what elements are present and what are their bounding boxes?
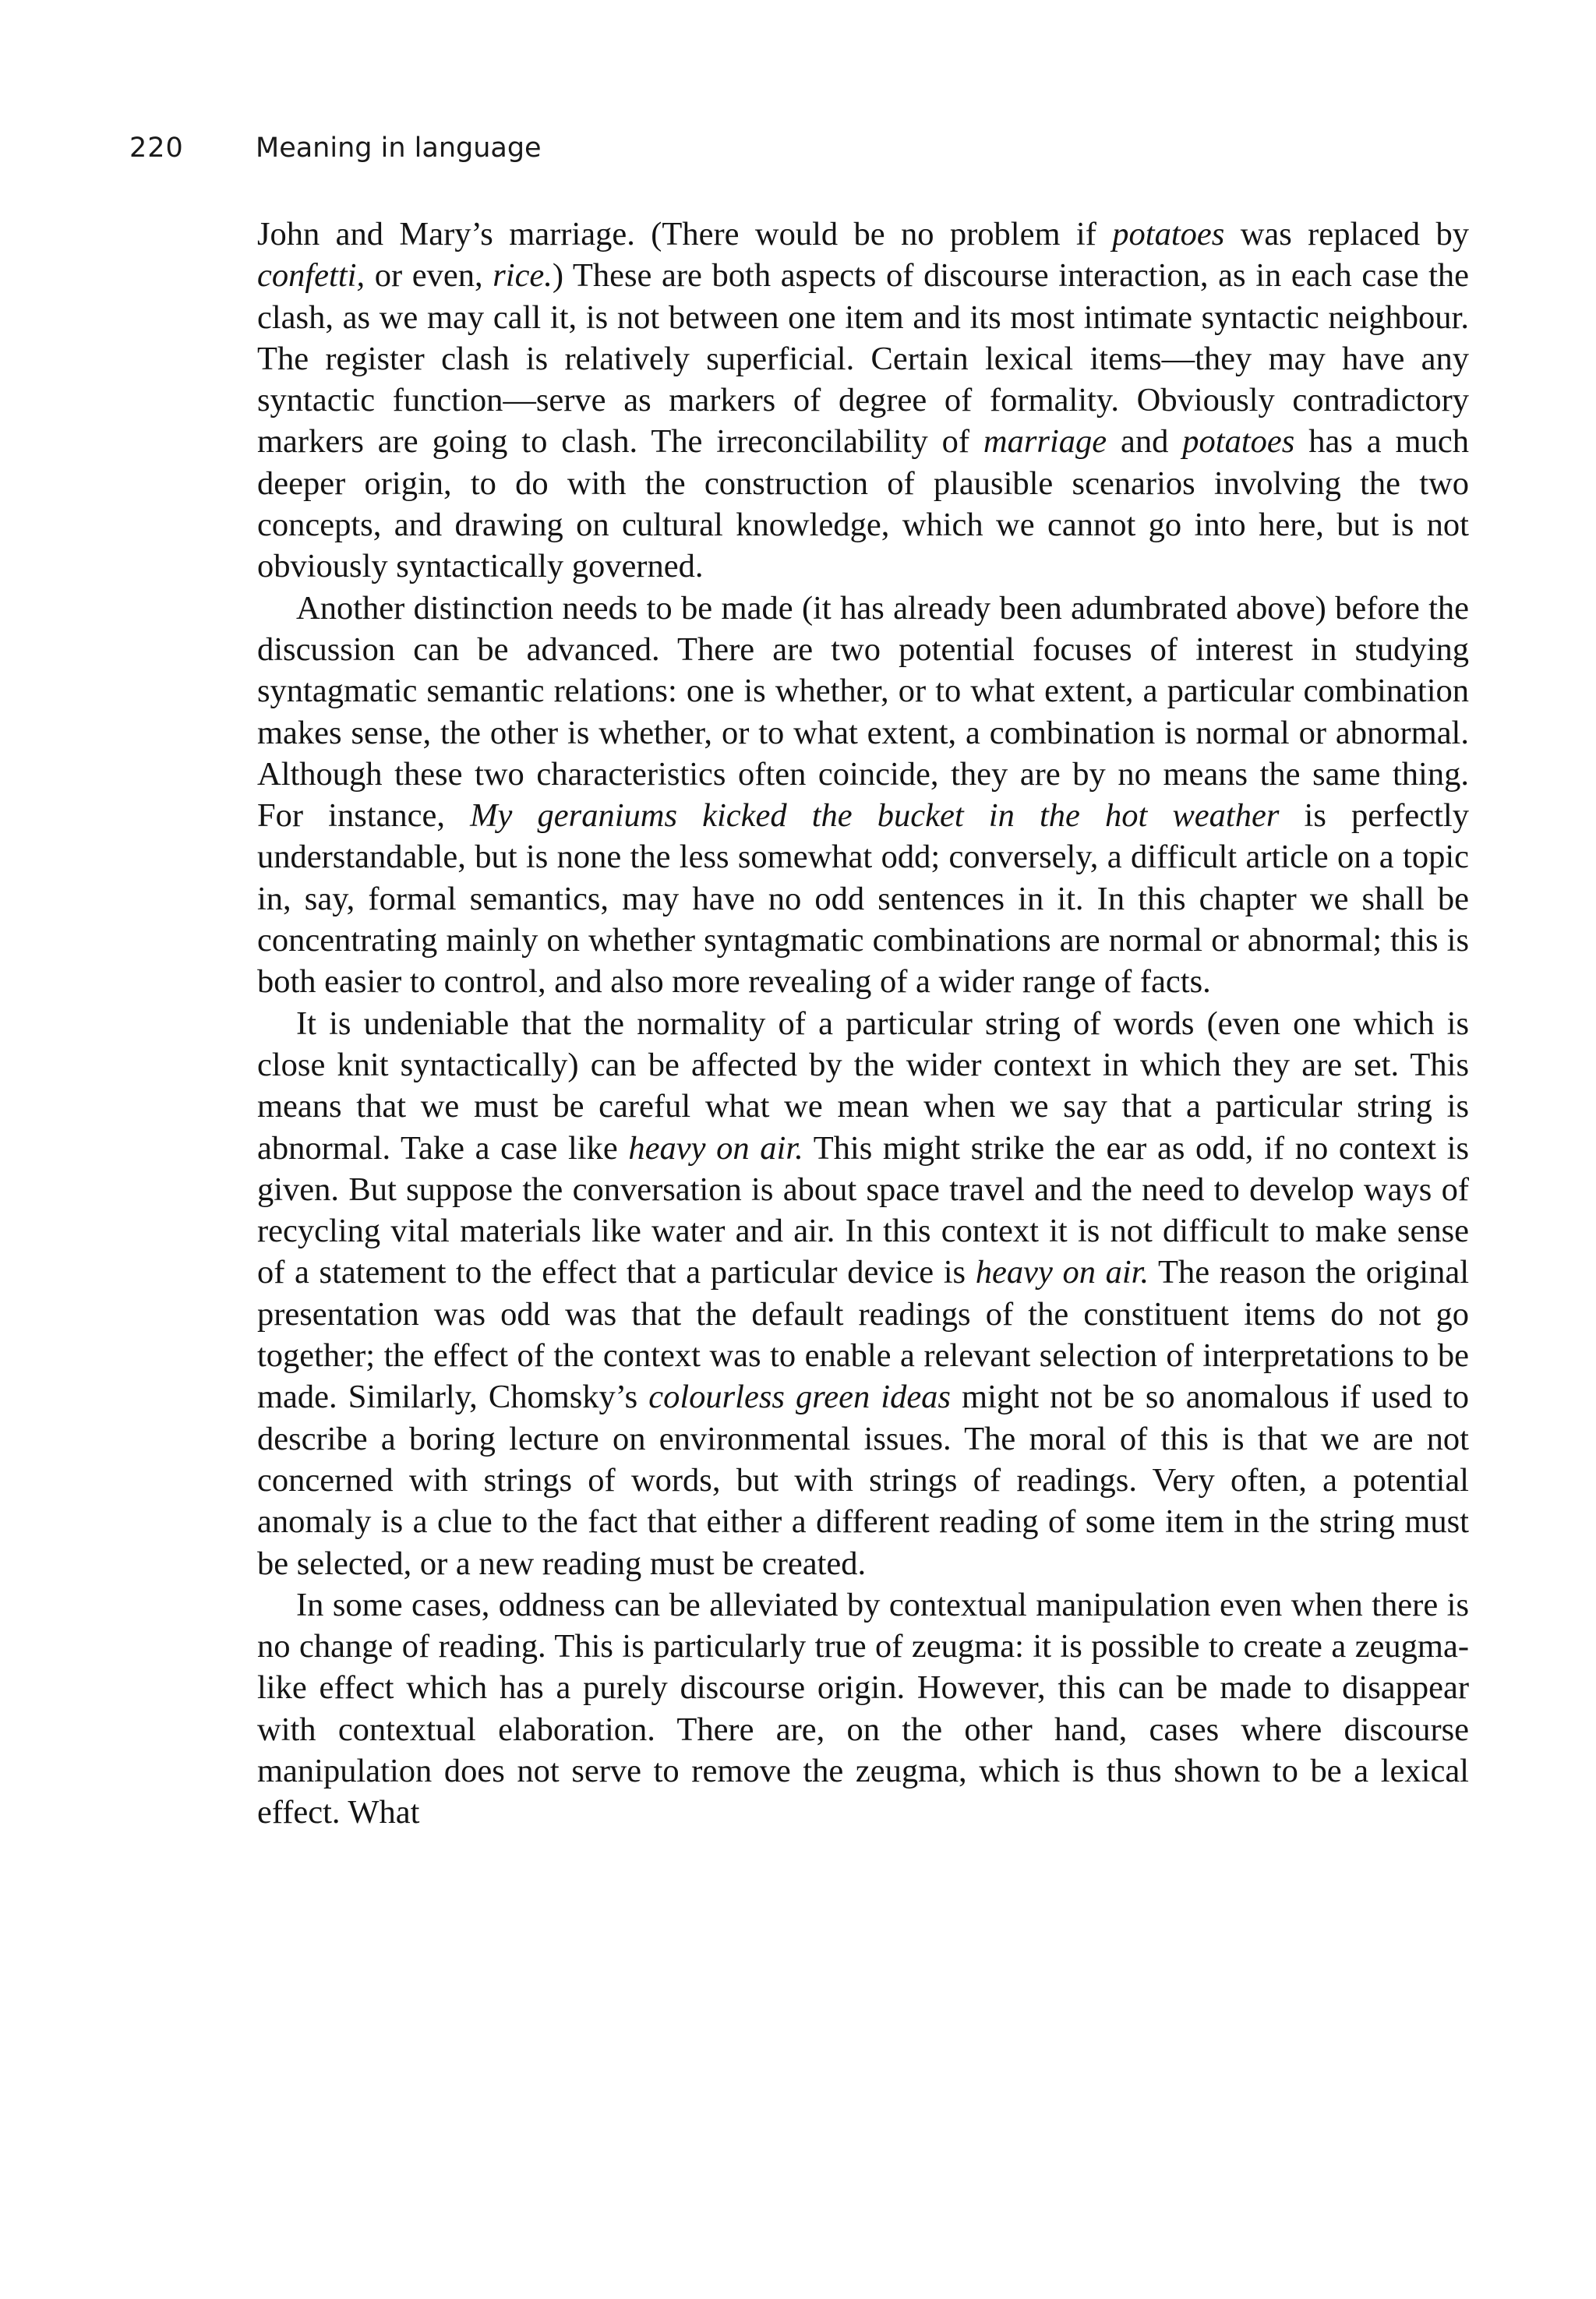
text-segment-italic: confetti, xyxy=(257,257,365,295)
paragraph-zeugma xyxy=(257,1584,1469,1834)
text-segment: was replaced by xyxy=(1224,216,1469,253)
paragraph-continuation xyxy=(257,214,1469,588)
paragraph-normality xyxy=(257,1003,1469,1584)
text-segment: might not be so anomalous if used to describe a boring lecture on environmental issues. The moral of this is that we are not concerned with strings of words, but with strings of readings. Very often, a potential anomaly is a clue to the fact that either a different reading of some item in the string must be selected, or a new reading must be created. xyxy=(257,1379,1469,1582)
text-segment: It is undeniable that the normality of a particular string of words (even one which is close knit syntactically) can be affected by the wider context in which they are set. This means that we must be careful what we mean when we say that a particular string is abnormal. Take a case like xyxy=(257,1005,1469,1167)
text-segment-italic: heavy on air. xyxy=(975,1254,1149,1291)
running-title: Meaning in language xyxy=(256,132,542,164)
text-segment: is perfectly understandable, but is none the less somewhat odd; conversely, a difficult article on a topic in, say, formal semantics, may have no odd sentences in it. In this chapter we shall be concentrating mainly on whether syntagmatic combinations are normal or abnormal; this is both easier to control, and also more revealing of a wider range of facts. xyxy=(257,797,1469,1001)
text-segment: In some cases, oddness can be alleviated by contextual manipulation even when there is no change of reading. This is particularly true of zeugma: it is possible to create a zeugma-like effect which has a purely discourse origin. However, this can be made to disappear with contextual elaboration. There are, on the other hand, cases where discourse manipulation does not serve to remove the zeugma, which is thus shown to be a lexical effect. What xyxy=(257,1586,1469,1831)
text-segment-italic: potatoes xyxy=(1182,423,1295,461)
text-segment: This might strike the ear as odd, if no context is given. But suppose the conversation is about space travel and the need to develop ways of recycling vital materials like water and air. In this context it is not difficult to make sense of a statement to the effect that a particular device is xyxy=(257,1129,1469,1291)
text-segment-italic: heavy on air. xyxy=(628,1129,803,1167)
body-text xyxy=(257,214,1469,1834)
text-segment: John and Mary’s marriage. (There would be no problem if xyxy=(257,216,1113,253)
running-head xyxy=(129,126,542,170)
page-number: 220 xyxy=(129,132,184,164)
text-segment: or even, xyxy=(365,257,493,295)
text-segment: has a much deeper origin, to do with the construction of plausible scenarios involving the two concepts, and drawing on cultural knowledge, which we cannot go into here, but is not obviously syntactically governed. xyxy=(257,423,1469,585)
paragraph-distinction xyxy=(257,588,1469,1003)
text-segment: and xyxy=(1107,423,1183,461)
text-segment-italic: My geraniums kicked the bucket in the hot weather xyxy=(470,797,1280,835)
text-segment-italic: marriage xyxy=(983,423,1107,461)
text-segment: Another distinction needs to be made (it has already been adumbrated above) before the discussion can be advanced. There are two potential focuses of interest in studying syntagmatic semantic relations: one is whether, or to what extent, a particular combination makes sense, the other is whether, or to what extent, a combination is normal or abnormal. Although these two characteristics often coincide, they are by no means the same thing. For instance, xyxy=(257,589,1469,835)
text-segment: ) These are both aspects of discourse interaction, as in each case the clash, as we may call it, is not between one item and its most intimate syntactic neighbour. The register clash is relatively superficial. Certain lexical items—they may have any syntactic function—serve as markers of degree of formality. Obviously contradictory markers are going to clash. The irreconcilability of xyxy=(257,257,1469,461)
text-segment-italic: colourless green ideas xyxy=(648,1379,951,1416)
text-segment-italic: rice. xyxy=(493,257,553,295)
text-segment: The reason the original presentation was odd was that the default readings of the constituent items do not go together; the effect of the context was to enable a relevant selection of interpretations to be made. Similarly, Chomsky’s xyxy=(257,1254,1469,1416)
text-segment-italic: potatoes xyxy=(1112,216,1225,253)
